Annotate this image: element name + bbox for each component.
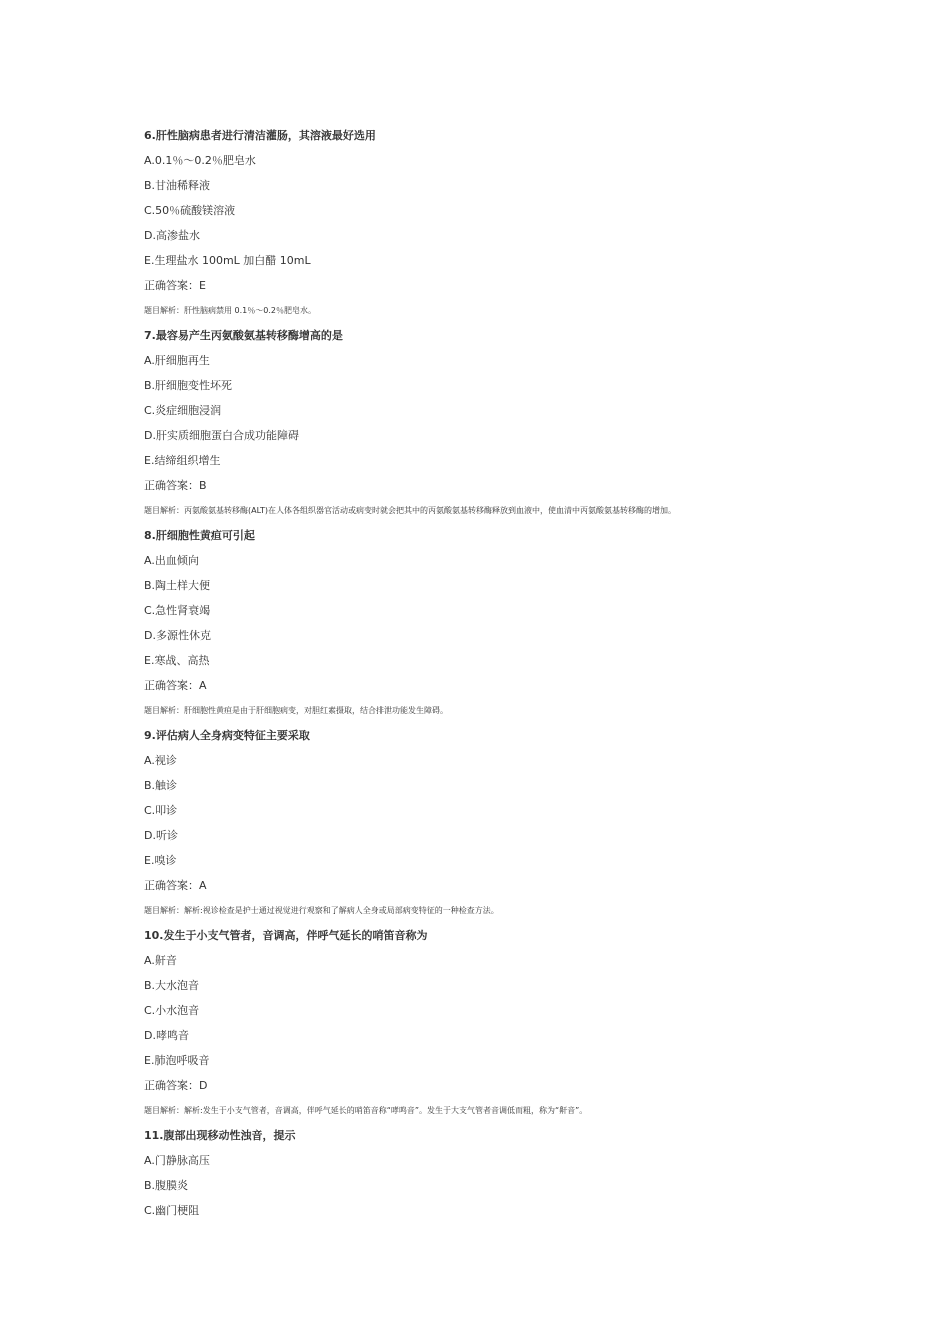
option-c: C.50％硫酸镁溶液 <box>144 204 236 217</box>
correct-answer: 正确答案：A <box>144 879 207 892</box>
question-title: 8.肝细胞性黄疸可引起 <box>144 529 255 542</box>
option-b: B.触诊 <box>144 779 178 792</box>
option-b: B.甘油稀释液 <box>144 179 211 192</box>
explanation: 题目解析：丙氨酸氨基转移酶(ALT)在人体各组织器官活动或病变时就会把其中的丙氨酸氨基转移酶释放到血液中，使血清中丙氨酸氨基转移酶的增加。 <box>144 506 676 515</box>
option-e: E.生理盐水 100mL 加白醋 10mL <box>144 254 311 267</box>
option-c: C.幽门梗阻 <box>144 1204 200 1217</box>
option-b: B.陶土样大便 <box>144 579 211 592</box>
option-a: A.出血倾向 <box>144 554 199 567</box>
correct-answer: 正确答案：A <box>144 679 207 692</box>
option-b: B.大水泡音 <box>144 979 200 992</box>
option-d: D.听诊 <box>144 829 178 842</box>
question-title: 9.评估病人全身病变特征主要采取 <box>144 729 310 742</box>
document-body <box>144 128 844 1228</box>
option-e: E.寒战、高热 <box>144 654 210 667</box>
question-6 <box>144 128 844 328</box>
option-d: D.多源性休克 <box>144 629 211 642</box>
option-e: E.肺泡呼吸音 <box>144 1054 210 1067</box>
option-d: D.哮鸣音 <box>144 1029 189 1042</box>
option-c: C.炎症细胞浸润 <box>144 404 222 417</box>
option-b: B.腹膜炎 <box>144 1179 189 1192</box>
option-e: E.结缔组织增生 <box>144 454 221 467</box>
option-a: A.门静脉高压 <box>144 1154 210 1167</box>
option-c: C.急性肾衰竭 <box>144 604 211 617</box>
question-8 <box>144 528 844 728</box>
option-e: E.嗅诊 <box>144 854 177 867</box>
question-title: 6.肝性脑病患者进行清洁灌肠，其溶液最好选用 <box>144 129 376 142</box>
option-d: D.高渗盐水 <box>144 229 200 242</box>
question-9 <box>144 728 844 928</box>
question-title: 7.最容易产生丙氨酸氨基转移酶增高的是 <box>144 329 343 342</box>
option-c: C.叩诊 <box>144 804 178 817</box>
question-title: 11.腹部出现移动性浊音，提示 <box>144 1129 296 1142</box>
option-a: A.鼾音 <box>144 954 177 967</box>
correct-answer: 正确答案：B <box>144 479 207 492</box>
option-c: C.小水泡音 <box>144 1004 200 1017</box>
question-7 <box>144 328 844 528</box>
option-a: A.视诊 <box>144 754 177 767</box>
question-10 <box>144 928 844 1128</box>
explanation: 题目解析：肝性脑病禁用 0.1％～0.2％肥皂水。 <box>144 306 316 315</box>
option-d: D.肝实质细胞蛋白合成功能障碍 <box>144 429 299 442</box>
correct-answer: 正确答案：E <box>144 279 206 292</box>
option-a: A.肝细胞再生 <box>144 354 210 367</box>
question-11 <box>144 1128 844 1228</box>
option-b: B.肝细胞变性坏死 <box>144 379 233 392</box>
correct-answer: 正确答案：D <box>144 1079 208 1092</box>
question-title: 10.发生于小支气管者，音调高，伴呼气延长的哨笛音称为 <box>144 929 428 942</box>
explanation: 题目解析：解析:视诊检查是护士通过视觉进行观察和了解病人全身或局部病变特征的一种检查方法。 <box>144 906 499 915</box>
explanation: 题目解析：肝细胞性黄疸是由于肝细胞病变，对胆红素摄取，结合排泄功能发生障碍。 <box>144 706 448 715</box>
explanation: 题目解析：解析:发生于小支气管者，音调高，伴呼气延长的哨笛音称“哮鸣音”。发生于大支气管者音调低而粗，称为“鼾音”。 <box>144 1106 588 1115</box>
option-a: A.0.1％～0.2％肥皂水 <box>144 154 256 167</box>
